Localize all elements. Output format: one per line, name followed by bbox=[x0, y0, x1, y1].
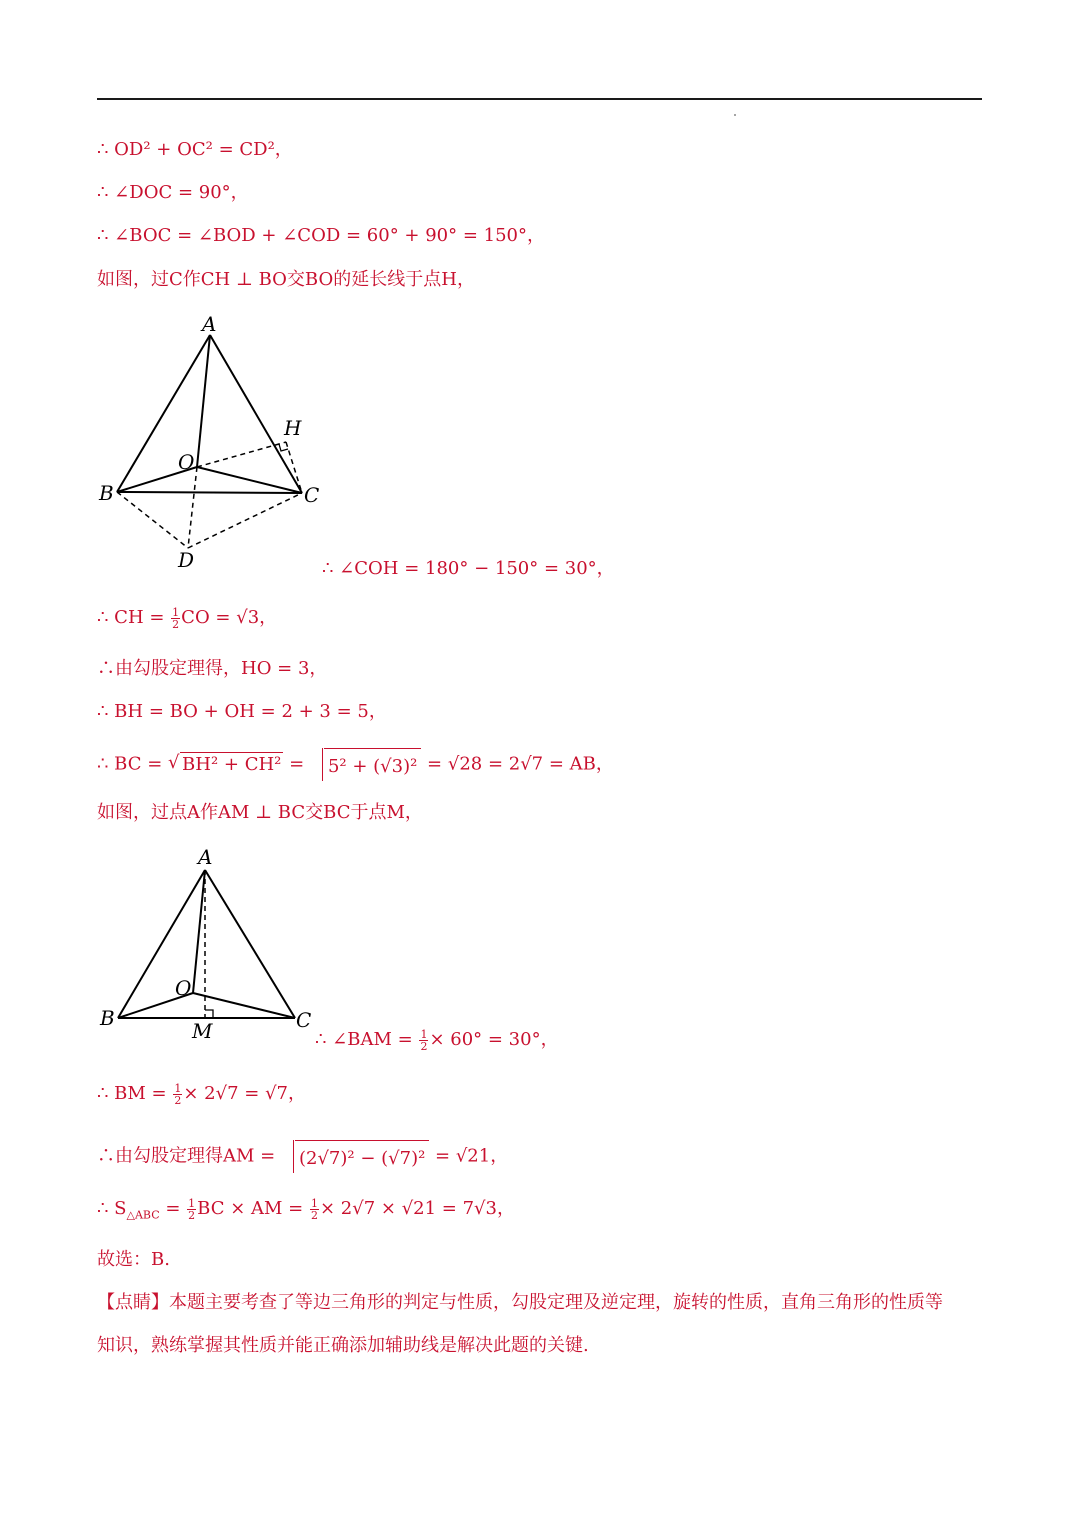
label-A: A bbox=[202, 312, 217, 336]
label-H: H bbox=[284, 416, 302, 440]
frac-den: 2 bbox=[174, 1093, 182, 1107]
line-17: 知识，熟练掌握其性质并能正确添加辅助线是解决此题的关键. bbox=[97, 1335, 589, 1356]
label-C-2: C bbox=[296, 1008, 312, 1032]
header-rule bbox=[97, 98, 982, 100]
dash-HC bbox=[286, 442, 302, 493]
radicand-3: (2√7)² − (√7)² bbox=[295, 1140, 429, 1173]
line-13 bbox=[97, 1140, 508, 1173]
line-15: 故选：B. bbox=[97, 1249, 170, 1270]
line-10: 如图，过点A作AM ⊥ BC交BC于点M， bbox=[97, 802, 423, 823]
line-16: 【点睛】本题主要考查了等边三角形的判定与性质，勾股定理及逆定理，旋转的性质，直角三角形的性质等 bbox=[97, 1292, 943, 1313]
radicand-2: 5² + (√3)² bbox=[324, 748, 421, 781]
line-11-post: × 60° = 30°， bbox=[429, 1029, 559, 1050]
fraction-half-2 bbox=[419, 1029, 428, 1052]
line-3: ∴ ∠BOC = ∠BOD + ∠COD = 60° + 90° = 150°， bbox=[97, 225, 546, 246]
line-14-mid2: BC × AM = bbox=[197, 1198, 309, 1219]
dash-OH bbox=[197, 442, 286, 467]
frac-num: 1 bbox=[420, 1027, 428, 1041]
label-O-2: O bbox=[175, 976, 192, 1000]
line-14 bbox=[97, 1197, 515, 1228]
line-12 bbox=[97, 1082, 306, 1106]
line-2: ∴ ∠DOC = 90°， bbox=[97, 182, 249, 203]
line-12-pre: ∴ BM = bbox=[97, 1083, 173, 1104]
label-B: B bbox=[99, 481, 114, 505]
edge-BC bbox=[117, 492, 302, 493]
frac-num: 1 bbox=[188, 1196, 196, 1210]
area-subscript: △ABC bbox=[126, 1208, 160, 1222]
line-14-mid: = bbox=[159, 1198, 187, 1219]
frac-den: 2 bbox=[420, 1039, 428, 1053]
label-B-2: B bbox=[100, 1006, 115, 1030]
figure-1 bbox=[90, 305, 340, 575]
edge-AB-2 bbox=[118, 870, 205, 1018]
radicand-1: BH² + CH² bbox=[182, 753, 282, 775]
dash-BD bbox=[117, 492, 188, 548]
edge-OC bbox=[197, 467, 302, 493]
speck bbox=[734, 114, 736, 116]
sqrt-5-3 bbox=[310, 748, 421, 781]
label-O: O bbox=[178, 450, 195, 474]
sqrt-bh-ch bbox=[168, 752, 283, 777]
edge-AC-2 bbox=[205, 870, 295, 1018]
line-14-pre: ∴ S bbox=[97, 1198, 127, 1219]
sqrt-am bbox=[281, 1140, 429, 1173]
fraction-half-3 bbox=[173, 1083, 182, 1106]
line-9 bbox=[97, 748, 614, 781]
label-D: D bbox=[178, 548, 195, 572]
line-9-post: = √28 = 2√7 = AB， bbox=[421, 753, 614, 775]
edge-AB bbox=[117, 335, 210, 492]
line-11 bbox=[315, 1028, 559, 1052]
dash-OD bbox=[188, 467, 197, 548]
fraction-half-5 bbox=[310, 1198, 319, 1221]
right-angle-M bbox=[205, 1010, 213, 1018]
label-M: M bbox=[192, 1019, 213, 1043]
line-6-post: CO = √3， bbox=[181, 607, 278, 628]
line-11-pre: ∴ ∠BAM = bbox=[315, 1029, 419, 1050]
line-14-post: × 2√7 × √21 = 7√3， bbox=[319, 1198, 515, 1219]
line-12-post: × 2√7 = √7， bbox=[183, 1083, 306, 1104]
dash-DC bbox=[188, 493, 302, 548]
line-5: ∴ ∠COH = 180° − 150° = 30°， bbox=[322, 558, 615, 579]
frac-den: 2 bbox=[172, 617, 180, 631]
frac-den: 2 bbox=[188, 1208, 196, 1222]
line-6-pre: ∴ CH = bbox=[97, 607, 171, 628]
label-A-2: A bbox=[198, 845, 213, 869]
frac-den: 2 bbox=[310, 1208, 318, 1222]
line-1: ∴ OD² + OC² = CD²， bbox=[97, 139, 293, 160]
line-6 bbox=[97, 606, 277, 630]
frac-num: 1 bbox=[310, 1196, 318, 1210]
line-9-pre: ∴ BC = bbox=[97, 753, 169, 775]
figure-2 bbox=[90, 842, 330, 1047]
fraction-half-1 bbox=[171, 607, 180, 630]
frac-num: 1 bbox=[172, 605, 180, 619]
line-4: 如图，过C作CH ⊥ BO交BO的延长线于点H， bbox=[97, 269, 475, 290]
fraction-half-4 bbox=[187, 1198, 196, 1221]
edge-OC-2 bbox=[193, 993, 295, 1018]
line-8: ∴ BH = BO + OH = 2 + 3 = 5， bbox=[97, 701, 387, 722]
label-C: C bbox=[304, 483, 320, 507]
edge-AC bbox=[210, 335, 302, 493]
line-9-mid: = bbox=[283, 753, 310, 775]
line-13-post: = √21， bbox=[429, 1145, 509, 1167]
line-13-pre: ∴由勾股定理得AM = bbox=[97, 1145, 281, 1167]
line-7: ∴由勾股定理得，HO = 3， bbox=[97, 658, 328, 679]
frac-num: 1 bbox=[174, 1081, 182, 1095]
